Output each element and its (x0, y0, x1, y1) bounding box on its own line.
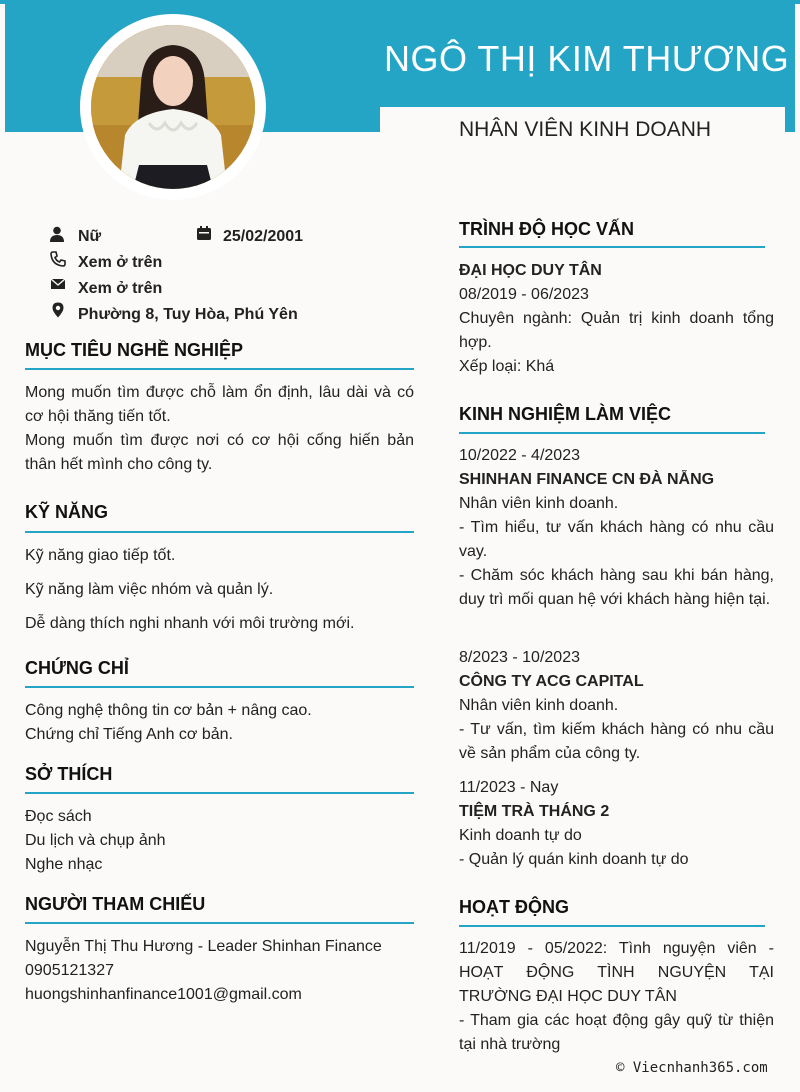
location-pin-icon (50, 302, 66, 318)
job-title: NHÂN VIÊN KINH DOANH (459, 118, 712, 141)
objective-line-2: Mong muốn tìm được nơi có cơ hội cống hiến bản thân hết mình cho công ty. (25, 432, 414, 473)
education-major: Chuyên ngành: Quản trị kinh doanh tổng hợp. (459, 310, 774, 351)
education-heading: TRÌNH ĐỘ HỌC VẤN (459, 219, 634, 239)
activities-divider (459, 925, 765, 927)
education-divider (459, 246, 765, 248)
education-period: 08/2019 - 06/2023 (459, 286, 589, 303)
job-detail: - Tìm hiểu, tư vấn khách hàng có nhu cầu vay. (459, 519, 774, 560)
reference-email: huongshinhanfinance1001@gmail.com (25, 986, 302, 1003)
email-icon (50, 276, 66, 292)
skills-heading: KỸ NĂNG (25, 502, 109, 522)
job-role: Nhân viên kinh doanh. (459, 495, 619, 512)
hobbies-divider (25, 792, 414, 794)
certificate-item: Công nghệ thông tin cơ bản + nâng cao. (25, 702, 312, 719)
job-period: 11/2023 - Nay (459, 779, 559, 796)
phone-icon (50, 251, 66, 267)
job-company: CÔNG TY ACG CAPITAL (459, 673, 644, 690)
objective-divider (25, 368, 414, 370)
job-period: 10/2022 - 4/2023 (459, 447, 580, 464)
job-detail: - Quản lý quán kinh doanh tự do (459, 851, 689, 868)
activity-line-2: - Tham gia các hoạt động gây quỹ từ thiện tại nhà trường (459, 1012, 774, 1053)
skill-item: Dễ dàng thích nghi nhanh với môi trường mới. (25, 615, 355, 632)
education-school: ĐẠI HỌC DUY TÂN (459, 262, 602, 279)
activities-heading: HOẠT ĐỘNG (459, 897, 569, 917)
person-icon (49, 226, 65, 242)
certificate-item: Chứng chỉ Tiếng Anh cơ bản. (25, 726, 233, 743)
hobby-item: Đọc sách (25, 808, 92, 825)
job-company: TIỆM TRÀ THÁNG 2 (459, 803, 610, 820)
job-role: Nhân viên kinh doanh. (459, 697, 619, 714)
hobbies-heading: SỞ THÍCH (25, 764, 113, 784)
gender-value: Nữ (78, 228, 102, 245)
copyright-footer: © Viecnhanh365.com (616, 1060, 768, 1076)
education-grade: Xếp loại: Khá (459, 358, 555, 375)
job-period: 8/2023 - 10/2023 (459, 649, 580, 666)
candidate-name: NGÔ THỊ KIM THƯƠNG (384, 38, 790, 79)
hobby-item: Nghe nhạc (25, 856, 103, 873)
skill-item: Kỹ năng làm việc nhóm và quản lý. (25, 581, 274, 598)
references-heading: NGƯỜI THAM CHIẾU (25, 894, 206, 914)
reference-name: Nguyễn Thị Thu Hương - Leader Shinhan Finance (25, 938, 382, 955)
certificates-heading: CHỨNG CHỈ (25, 658, 129, 678)
hobby-item: Du lịch và chụp ảnh (25, 832, 166, 849)
job-role: Kinh doanh tự do (459, 827, 582, 844)
job-detail: - Chăm sóc khách hàng sau khi bán hàng, duy trì mối quan hệ với khách hàng hiện tại. (459, 567, 774, 608)
job-detail: - Tư vấn, tìm kiếm khách hàng có nhu cầu về sản phẩm của công ty. (459, 721, 774, 762)
experience-divider (459, 432, 765, 434)
objective-heading: MỤC TIÊU NGHỀ NGHIỆP (25, 340, 244, 360)
skills-divider (25, 531, 414, 533)
skill-item: Kỹ năng giao tiếp tốt. (25, 547, 176, 564)
reference-phone: 0905121327 (25, 962, 114, 979)
job-company: SHINHAN FINANCE CN ĐÀ NẴNG (459, 471, 715, 488)
address-value: Phường 8, Tuy Hòa, Phú Yên (78, 306, 298, 323)
activity-line-1: 11/2019 - 05/2022: Tình nguyện viên - HOẠT ĐỘNG TÌNH NGUYỆN TẠI TRƯỜNG ĐẠI HỌC DUY TÂN (459, 940, 774, 1005)
phone-value: Xem ở trên (78, 254, 163, 271)
email-value: Xem ở trên (78, 280, 163, 297)
references-divider (25, 922, 414, 924)
avatar (91, 25, 255, 189)
certificates-divider (25, 686, 414, 688)
birthday-value: 25/02/2001 (223, 228, 304, 245)
objective-line-1: Mong muốn tìm được chỗ làm ổn định, lâu dài và có cơ hội thăng tiến tốt. (25, 384, 414, 425)
calendar-icon (196, 225, 212, 241)
experience-heading: KINH NGHIỆM LÀM VIỆC (459, 404, 672, 424)
